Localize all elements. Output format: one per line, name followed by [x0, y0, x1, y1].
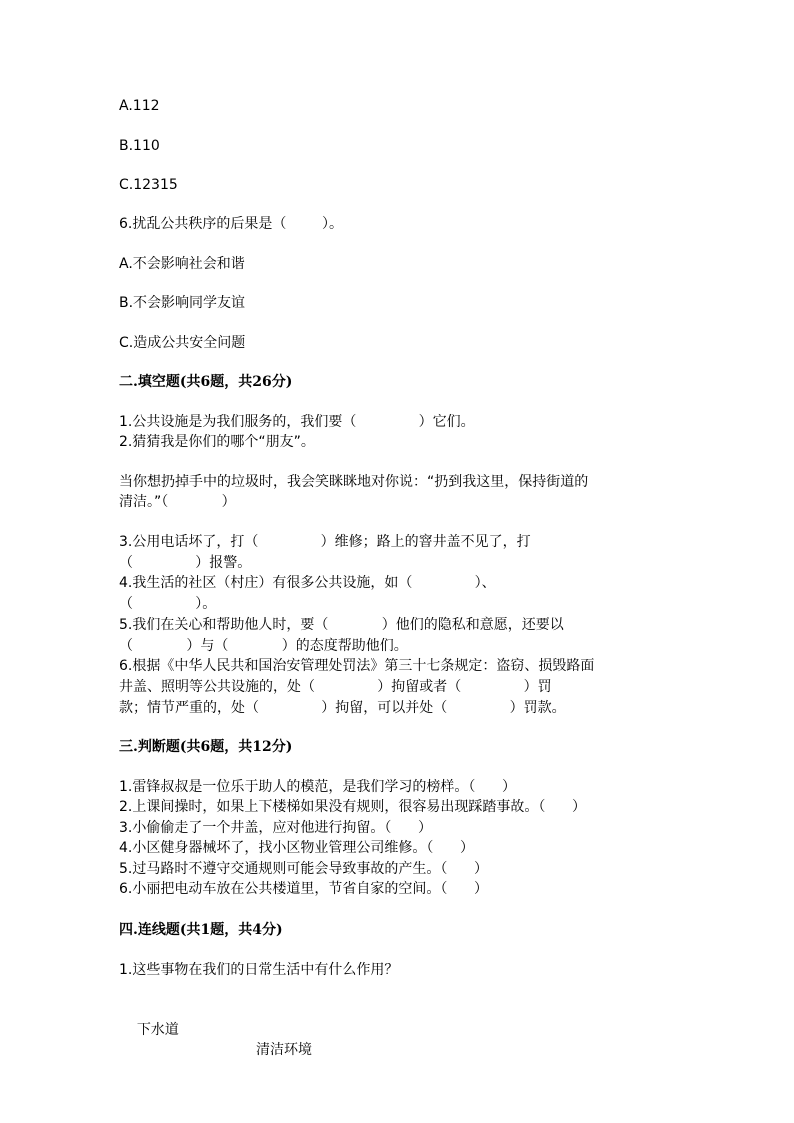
question-text: 6.扰乱公共秩序的后果是（ ）。 [119, 216, 343, 232]
option-a: A.不会影响社会和谐 [119, 256, 245, 272]
section-heading: 二.填空题(共6题，共26分) [119, 374, 293, 390]
question-line: 1.公共设施是为我们服务的，我们要（ ）它们。 [119, 414, 475, 430]
option-c: C.造成公共安全问题 [119, 335, 246, 351]
question-line: 井盖、照明等公共设施的，处（ ）拘留或者（ ）罚 [119, 679, 552, 695]
question-line: 1.雷锋叔叔是一位乐于助人的模范，是我们学习的榜样。（ ） [119, 779, 517, 795]
question-line: 3.公用电话坏了，打（ ）维修；路上的窨井盖不见了，打 [119, 534, 531, 550]
matching-right-item: 清洁环境 [256, 1042, 312, 1058]
question-line: 3.小偷偷走了一个井盖，应对他进行拘留。（ ） [119, 820, 433, 836]
question-line: 2.猜猜我是你们的哪个“朋友”。 [119, 434, 315, 450]
question-line: 当你想扔掉手中的垃圾时，我会笑眯眯地对你说：“扔到我这里，保持街道的 [119, 474, 589, 490]
question-line: （ ）与（ ）的态度帮助他们。 [119, 638, 408, 654]
question-line: 2.上课间操时，如果上下楼梯如果没有规则，很容易出现踩踏事故。（ ） [119, 799, 587, 815]
question-line: （ ）。 [119, 596, 217, 612]
matching-left-item: 下水道 [136, 1022, 179, 1038]
question-line: 清洁。”（ ） [119, 494, 236, 510]
option-b: B.110 [119, 138, 160, 154]
question-text: 1.这些事物在我们的日常生活中有什么作用？ [119, 962, 399, 978]
section-heading: 四.连线题(共1题，共4分) [119, 922, 283, 938]
option-b: B.不会影响同学友谊 [119, 295, 246, 311]
question-line: 5.我们在关心和帮助他人时，要（ ）他们的隐私和意愿，还要以 [119, 617, 564, 633]
section-heading: 三.判断题(共6题，共12分) [119, 739, 293, 755]
question-line: 4.我生活的社区（村庄）有很多公共设施，如（ ）、 [119, 575, 496, 591]
matching-row [119, 1000, 312, 1080]
option-a: A.112 [119, 98, 160, 114]
question-line: 5.过马路时不遵守交通规则可能会导致事故的产生。（ ） [119, 861, 489, 877]
question-line: 6.小丽把电动车放在公共楼道里，节省自家的空间。（ ） [119, 881, 489, 897]
question-line: （ ）报警。 [119, 555, 252, 571]
question-line: 4.小区健身器械坏了，找小区物业管理公司维修。（ ） [119, 840, 475, 856]
option-c: C.12315 [119, 177, 178, 193]
question-line: 6.根据《中华人民共和国治安管理处罚法》第三十七条规定：盗窃、损毁路面 [119, 658, 595, 674]
question-line: 款；情节严重的，处（ ）拘留，可以并处（ ）罚款。 [119, 700, 566, 716]
